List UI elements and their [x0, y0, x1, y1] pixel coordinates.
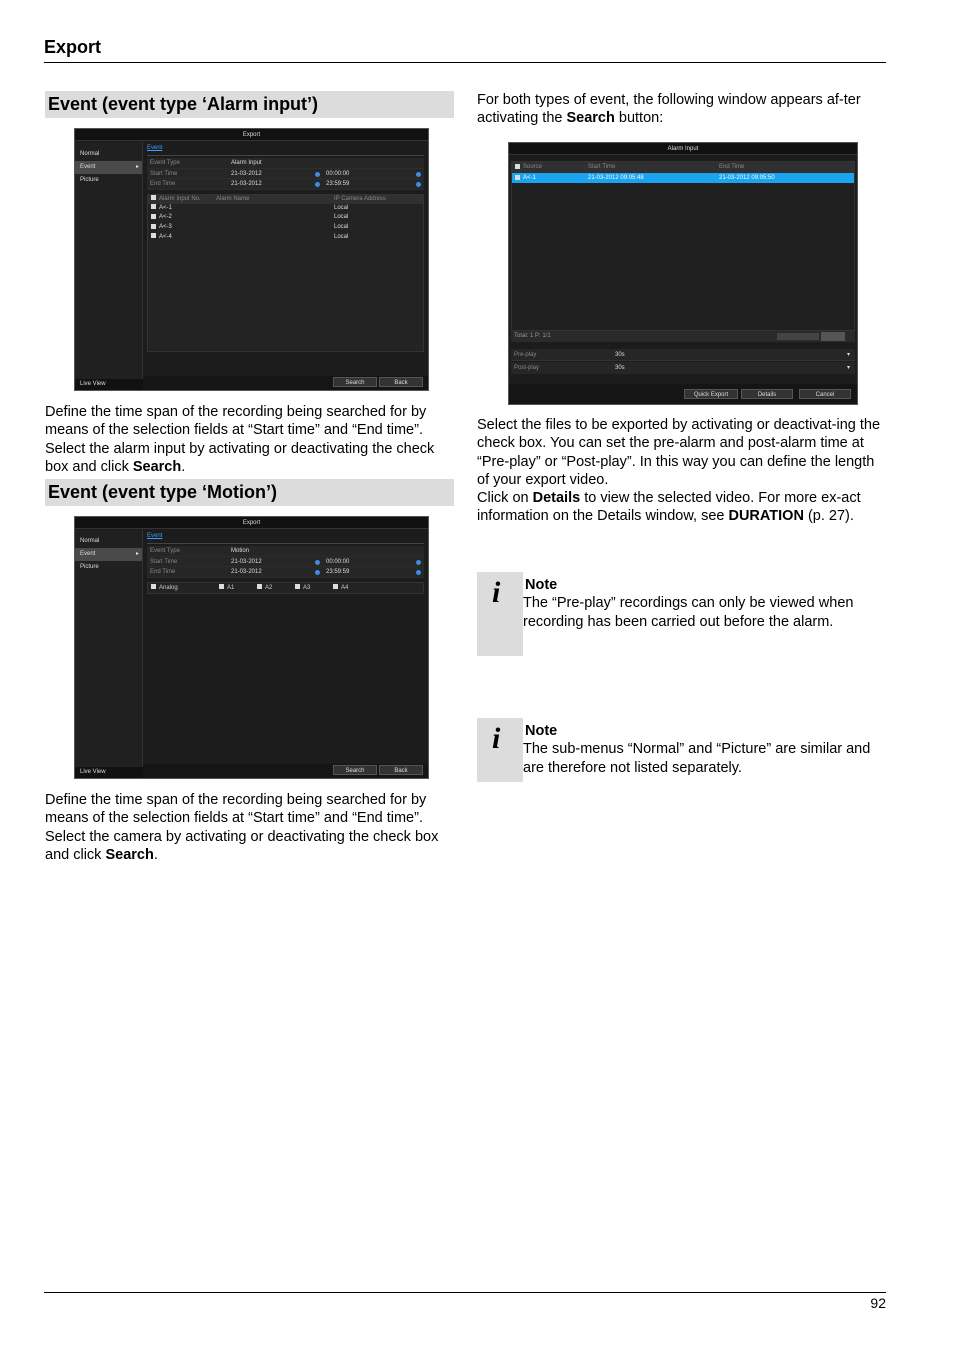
- footer-divider: [44, 1292, 886, 1293]
- live-view-button[interactable]: Live View: [75, 379, 143, 390]
- list-item[interactable]: A<-1 Local: [148, 204, 423, 214]
- camera-select-row: Analog A1 A2 A3 A4: [147, 582, 424, 594]
- alarm-input-list: [147, 194, 424, 352]
- checkbox[interactable]: [151, 233, 156, 238]
- clock-icon[interactable]: [416, 182, 421, 187]
- calendar-icon[interactable]: [315, 182, 320, 187]
- page-number: 92: [870, 1295, 886, 1311]
- analog-checkbox[interactable]: [151, 584, 156, 589]
- section1-paragraph: Define the time span of the recording being searched for by means of the selection fields at “Start time” and “End time”. Select the alarm input by activating or deactivating the check box and click Search.: [45, 404, 435, 475]
- sidebar-item-picture[interactable]: Picture: [80, 564, 99, 570]
- chevron-down-icon: ▾: [847, 365, 851, 371]
- list-header: Alarm Input No. Alarm Name IP Camera Address: [148, 195, 423, 204]
- sidebar-item-event[interactable]: Event ▸: [75, 161, 142, 174]
- note-2: Note The sub-menus “Normal” and “Picture” are similar and are therefore not listed separately.: [523, 723, 871, 776]
- calendar-icon[interactable]: [315, 560, 320, 565]
- select-all-checkbox[interactable]: [151, 195, 156, 200]
- details-button[interactable]: Details: [741, 389, 793, 399]
- select-all-checkbox[interactable]: [515, 164, 520, 169]
- dvr-sidebar: [75, 142, 143, 390]
- live-view-button[interactable]: Live View: [75, 767, 143, 778]
- right-intro-paragraph: For both types of event, the following window appears af-ter activating the Search button:: [477, 92, 861, 127]
- cancel-button[interactable]: Cancel: [799, 389, 851, 399]
- section2-paragraph: Define the time span of the recording being searched for by means of the selection fields at “Start time” and “End time”. Select the camera by activating or deactivating the check box and click Search.: [45, 792, 439, 863]
- note-1: Note The “Pre-play” recordings can only be viewed when recording has been carried out before the alarm.: [523, 577, 854, 630]
- camera-checkbox[interactable]: [295, 584, 300, 589]
- note-box: [477, 572, 523, 656]
- list-item[interactable]: A<-2 Local: [148, 213, 423, 223]
- info-icon: i: [492, 722, 501, 755]
- list-header: Source Start Time End Time: [512, 162, 854, 173]
- checkbox[interactable]: [515, 175, 520, 180]
- start-time-field[interactable]: Start Time 21-03-2012 00:00:00: [147, 557, 424, 568]
- checkbox[interactable]: [151, 204, 156, 209]
- camera-checkbox[interactable]: [333, 584, 338, 589]
- postplay-select[interactable]: Post-play 30s ▾: [511, 362, 855, 374]
- camera-checkbox[interactable]: [219, 584, 224, 589]
- clock-icon[interactable]: [416, 560, 421, 565]
- page-input[interactable]: [821, 332, 845, 341]
- dvr-title: Export: [75, 517, 428, 529]
- end-time-field[interactable]: End Time 21-03-2012 23:59:59: [147, 567, 424, 578]
- tab-event[interactable]: Event: [147, 533, 163, 539]
- list-item[interactable]: A<-3 Local: [148, 223, 423, 233]
- tab-event[interactable]: Event: [147, 145, 163, 151]
- section-heading-motion: Event (event type ‘Motion’): [45, 479, 454, 506]
- search-button[interactable]: Search: [333, 377, 377, 387]
- back-button[interactable]: Back: [379, 765, 423, 775]
- sidebar-item-normal[interactable]: Normal: [80, 538, 100, 544]
- note-box: [477, 718, 523, 782]
- alarm-input-results-screenshot: [508, 142, 858, 405]
- clock-icon[interactable]: [416, 570, 421, 575]
- sidebar-item-picture[interactable]: Picture: [80, 177, 99, 183]
- dvr-title: Export: [75, 129, 428, 141]
- table-row[interactable]: A<-1 21-03-2012 09:05:48 21-03-2012 09:05:50: [512, 173, 854, 183]
- camera-checkbox[interactable]: [257, 584, 262, 589]
- motion-export-screenshot: [74, 516, 429, 779]
- checkbox[interactable]: [151, 224, 156, 229]
- event-type-field[interactable]: Event Type Motion: [147, 546, 424, 557]
- dvr-sidebar: [75, 530, 143, 778]
- calendar-icon[interactable]: [315, 570, 320, 575]
- dvr-title: Alarm Input: [509, 143, 857, 155]
- preplay-select[interactable]: Pre-play 30s ▾: [511, 349, 855, 361]
- right-main-paragraph: Select the files to be exported by activating or deactivat-ing the check box. You can set the pre-alarm and post-alarm time at “Pre-play” or “Post-play”. In this way you can define the length of your export video. Click on Details to view the selected video. For more ex-act information on the Details window, see DURATION (p. 27).: [477, 417, 881, 525]
- header-divider: [44, 62, 886, 63]
- checkbox[interactable]: [151, 214, 156, 219]
- chevron-right-icon: ▸: [135, 551, 139, 557]
- alarm-input-export-screenshot: [74, 128, 429, 391]
- clock-icon[interactable]: [416, 172, 421, 177]
- start-time-field[interactable]: Start Time 21-03-2012 00:00:00: [147, 169, 424, 180]
- chevron-right-icon: ▸: [135, 164, 139, 170]
- sidebar-item-event[interactable]: Event ▸: [75, 548, 142, 561]
- results-list: [511, 161, 855, 331]
- page-header-title: Export: [44, 37, 102, 57]
- search-button[interactable]: Search: [333, 765, 377, 775]
- chevron-down-icon: ▾: [847, 352, 851, 358]
- pagination-controls[interactable]: [777, 333, 819, 340]
- quick-export-button[interactable]: Quick Export: [684, 389, 738, 399]
- back-button[interactable]: Back: [379, 377, 423, 387]
- section-heading-alarm-input: Event (event type ‘Alarm input’): [45, 91, 454, 118]
- calendar-icon[interactable]: [315, 172, 320, 177]
- sidebar-item-normal[interactable]: Normal: [80, 151, 100, 157]
- info-icon: i: [492, 576, 501, 609]
- list-item[interactable]: A<-4 Local: [148, 233, 423, 243]
- event-type-field[interactable]: Event Type Alarm Input: [147, 158, 424, 169]
- total-bar: Total: 1 P: 1/1: [511, 331, 855, 342]
- end-time-field[interactable]: End Time 21-03-2012 23:59:59: [147, 179, 424, 190]
